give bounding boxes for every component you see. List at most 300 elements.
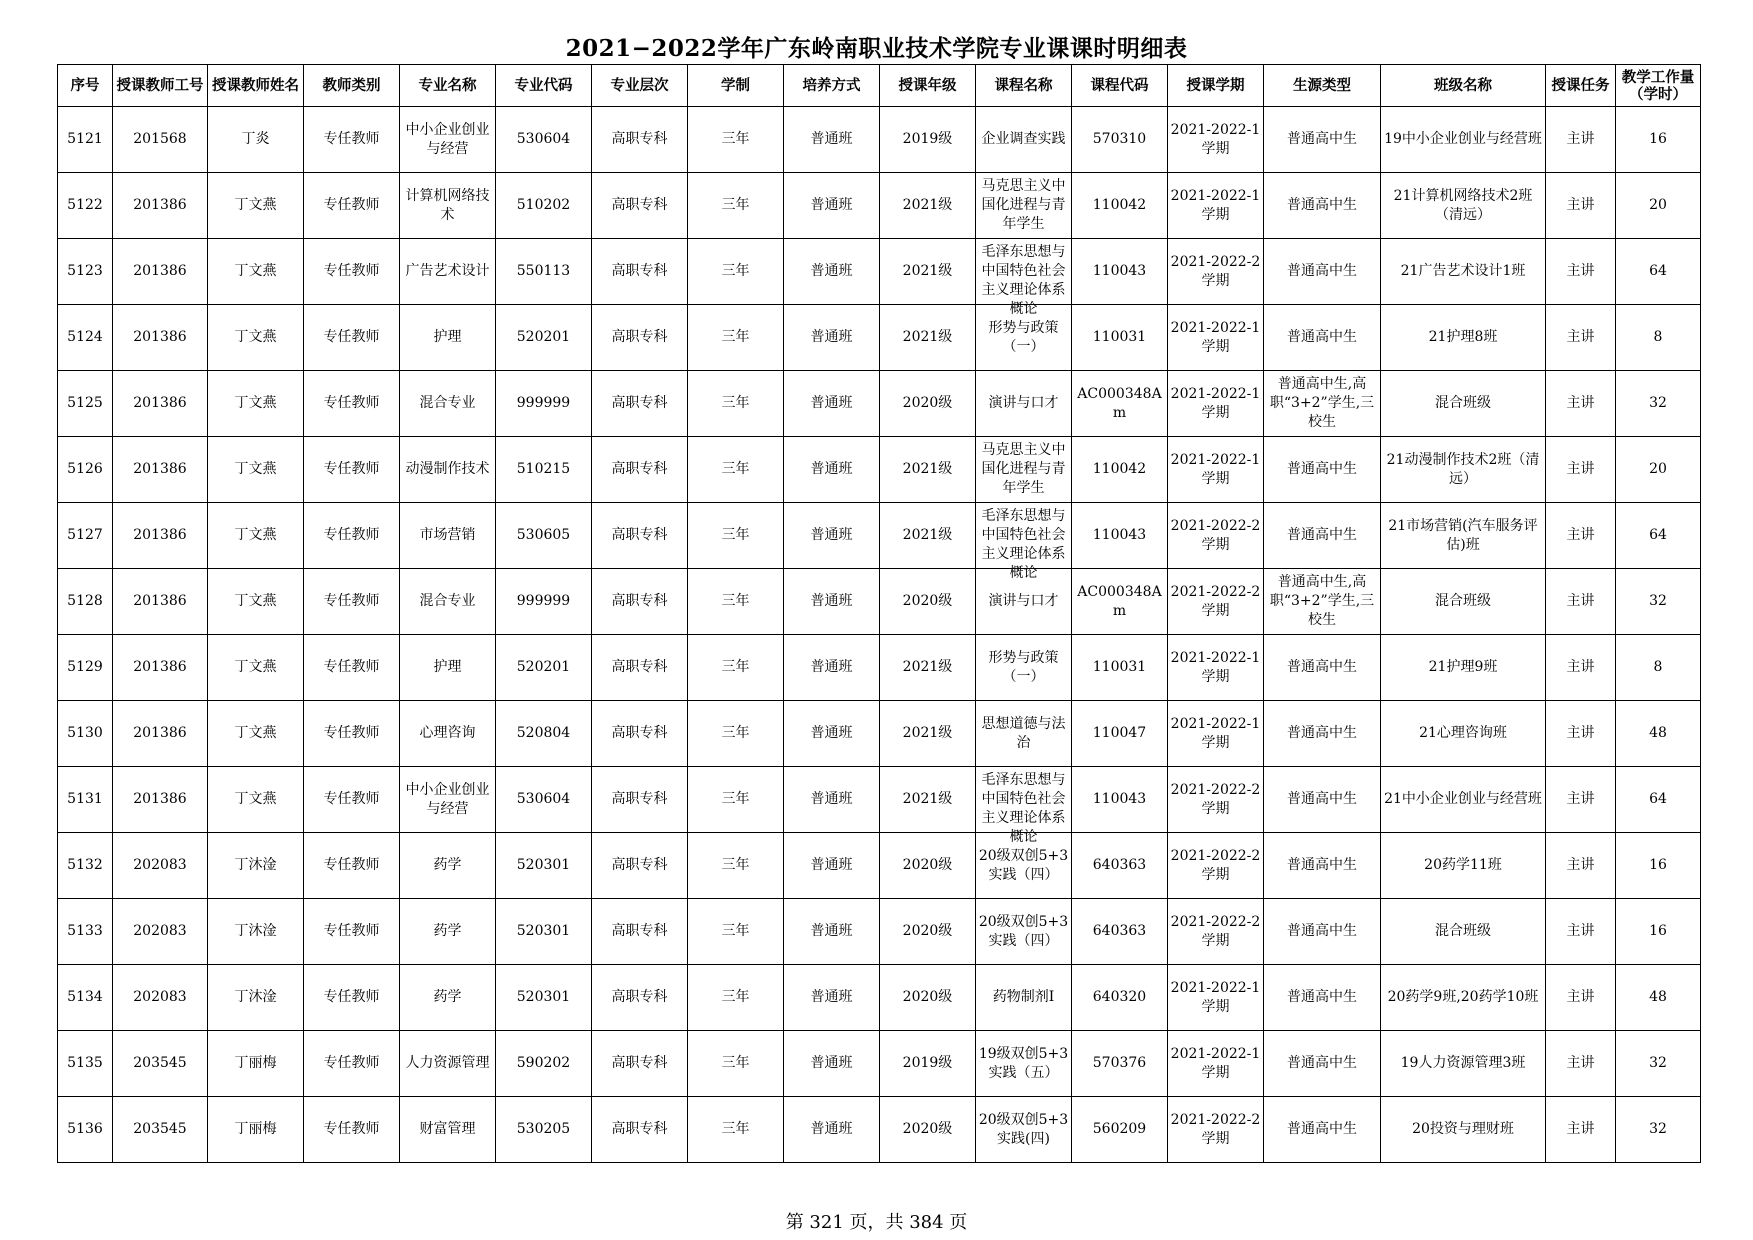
cell-text: 高职专科	[611, 1055, 668, 1071]
table-cell	[688, 569, 784, 635]
table-cell	[880, 701, 976, 767]
cell-text: 520301	[516, 989, 571, 1005]
table-row	[58, 503, 1701, 569]
table-cell	[496, 107, 592, 173]
table-cell	[688, 701, 784, 767]
table-cell	[113, 305, 208, 371]
cell-text: 64	[1649, 527, 1667, 543]
table-cell	[400, 833, 496, 899]
table-cell	[1072, 767, 1168, 833]
table-cell	[58, 635, 113, 701]
table-cell	[592, 833, 688, 899]
cell-text: 主讲	[1566, 329, 1595, 345]
cell-text: 高职专科	[611, 263, 668, 279]
table-cell	[58, 371, 113, 437]
table-cell	[592, 239, 688, 305]
cell-text: 形势与政策（一）	[988, 319, 1059, 355]
cell-text: 丁文燕	[234, 395, 277, 411]
cell-text: 普通高中生	[1287, 989, 1357, 1005]
table-cell	[304, 173, 400, 239]
table-cell	[208, 371, 304, 437]
table-cell	[1072, 635, 1168, 701]
table-cell	[1546, 1031, 1616, 1097]
cell-text: 丁丽梅	[234, 1055, 277, 1071]
cell-text: 丁沐淦	[234, 989, 277, 1005]
table-row	[58, 107, 1701, 173]
cell-text: 48	[1649, 989, 1667, 1005]
table-cell	[880, 173, 976, 239]
table-row	[58, 173, 1701, 239]
table-cell	[880, 1097, 976, 1163]
table-cell	[113, 965, 208, 1031]
column-header: 授课学期	[1168, 65, 1264, 107]
cell-text: 201386	[133, 263, 187, 279]
table-cell	[1264, 107, 1381, 173]
table-cell	[688, 107, 784, 173]
table-cell	[1616, 899, 1701, 965]
table-cell	[1168, 107, 1264, 173]
column-header: 序号	[58, 65, 113, 107]
table-row	[58, 635, 1701, 701]
cell-text: 专任教师	[323, 593, 380, 609]
cell-text: 药学	[433, 923, 462, 939]
table-cell	[400, 701, 496, 767]
cell-text: 5136	[67, 1121, 103, 1137]
cell-text: 21广告艺术设计1班	[1400, 263, 1526, 279]
cell-text: 丁文燕	[234, 659, 277, 675]
table-cell	[976, 767, 1072, 845]
cell-text: 21护理9班	[1428, 659, 1498, 675]
table-cell	[784, 833, 880, 899]
table-cell	[784, 305, 880, 371]
table-cell	[1546, 305, 1616, 371]
cell-text: 丁文燕	[234, 461, 277, 477]
table-cell	[58, 1097, 113, 1163]
table-cell	[208, 107, 304, 173]
table-cell	[688, 767, 784, 833]
cell-text: 2021级	[902, 527, 953, 543]
table-cell	[688, 965, 784, 1031]
cell-text: 专任教师	[323, 923, 380, 939]
cell-text: 110043	[1092, 263, 1147, 279]
table-cell	[58, 899, 113, 965]
table-cell	[1264, 173, 1381, 239]
cell-text: 64	[1649, 263, 1667, 279]
cell-text: 201386	[133, 197, 187, 213]
table-cell	[1264, 437, 1381, 503]
table-cell	[688, 1097, 784, 1163]
cell-text: 201386	[133, 461, 187, 477]
table-cell	[304, 701, 400, 767]
cell-text: 三年	[721, 1121, 750, 1137]
table-cell	[880, 239, 976, 305]
cell-text: 普通班	[810, 461, 853, 477]
table-cell	[496, 239, 592, 305]
table-cell	[1072, 305, 1168, 371]
cell-text: 16	[1649, 131, 1667, 147]
table-cell	[496, 305, 592, 371]
cell-text: 三年	[721, 659, 750, 675]
table-cell	[784, 635, 880, 701]
table-cell	[58, 437, 113, 503]
table-cell	[688, 371, 784, 437]
table-cell	[1381, 569, 1546, 635]
table-cell	[880, 503, 976, 569]
table-cell	[1168, 1097, 1264, 1163]
table-cell	[1616, 767, 1701, 833]
cell-text: 专任教师	[323, 989, 380, 1005]
table-cell	[1381, 767, 1546, 833]
cell-text: 110043	[1092, 791, 1147, 807]
table-cell	[496, 1031, 592, 1097]
table-cell	[58, 305, 113, 371]
cell-text: 主讲	[1566, 395, 1595, 411]
column-header: 专业层次	[592, 65, 688, 107]
table-cell	[400, 635, 496, 701]
cell-text: 动漫制作技术	[405, 461, 490, 477]
table-cell	[208, 503, 304, 569]
table-cell	[208, 1097, 304, 1163]
cell-text: 110042	[1092, 461, 1147, 477]
table-cell	[1381, 1097, 1546, 1163]
table-cell	[58, 965, 113, 1031]
table-cell	[496, 437, 592, 503]
table-cell	[976, 173, 1072, 239]
cell-text: AC000348Am	[1077, 583, 1162, 619]
table-cell	[1616, 701, 1701, 767]
cell-text: 普通高中生	[1287, 197, 1357, 213]
table-cell	[400, 1031, 496, 1097]
cell-text: 5134	[67, 989, 103, 1005]
column-header: 教师类别	[304, 65, 400, 107]
table-cell	[1264, 1097, 1381, 1163]
table-cell	[58, 107, 113, 173]
cell-text: 混合专业	[419, 395, 476, 411]
table-cell	[592, 899, 688, 965]
cell-text: 丁文燕	[234, 263, 277, 279]
cell-text: 高职专科	[611, 989, 668, 1005]
cell-text: 2019级	[902, 131, 953, 147]
table-cell	[1616, 635, 1701, 701]
cell-text: 5127	[67, 527, 103, 543]
table-cell	[784, 569, 880, 635]
cell-text: 高职专科	[611, 725, 668, 741]
column-header: 培养方式	[784, 65, 880, 107]
table-cell	[1168, 833, 1264, 899]
table-cell	[1264, 965, 1381, 1031]
table-row	[58, 437, 1701, 503]
table-cell	[1264, 569, 1381, 635]
cell-text: 普通班	[810, 197, 853, 213]
cell-text: 思想道德与法治	[981, 715, 1066, 751]
table-cell	[784, 1097, 880, 1163]
cell-text: 广告艺术设计	[405, 263, 490, 279]
table-cell	[1546, 965, 1616, 1031]
table-row	[58, 239, 1701, 305]
cell-text: 三年	[721, 527, 750, 543]
column-header: 专业代码	[496, 65, 592, 107]
table-cell	[592, 1097, 688, 1163]
table-cell	[976, 239, 1072, 317]
cell-text: 普通高中生	[1287, 1055, 1357, 1071]
cell-text: 高职专科	[611, 857, 668, 873]
cell-text: 19中小企业创业与经营班	[1384, 131, 1542, 147]
table-cell	[1546, 635, 1616, 701]
cell-text: 5121	[67, 131, 103, 147]
table-cell	[688, 173, 784, 239]
table-cell	[784, 107, 880, 173]
cell-text: 高职专科	[611, 1121, 668, 1137]
table-cell	[784, 239, 880, 305]
cell-text: 5126	[67, 461, 103, 477]
table-cell	[1072, 899, 1168, 965]
table-cell	[400, 107, 496, 173]
table-cell	[688, 239, 784, 305]
cell-text: 2020级	[902, 1121, 953, 1137]
cell-text: 中小企业创业与经营	[405, 781, 490, 817]
cell-text: 专任教师	[323, 329, 380, 345]
cell-text: 201386	[133, 791, 187, 807]
cell-text: 丁丽梅	[234, 1121, 277, 1137]
table-cell	[784, 1031, 880, 1097]
table-cell	[1168, 965, 1264, 1031]
table-cell	[1546, 701, 1616, 767]
table-cell	[400, 173, 496, 239]
cell-text: 2021-2022-1学期	[1170, 385, 1261, 421]
cell-text: 16	[1649, 857, 1667, 873]
cell-text: 2020级	[902, 989, 953, 1005]
cell-text: 专任教师	[323, 659, 380, 675]
cell-text: 普通班	[810, 395, 853, 411]
table-cell	[400, 899, 496, 965]
cell-text: 丁文燕	[234, 197, 277, 213]
table-cell	[208, 305, 304, 371]
cell-text: 590202	[516, 1055, 571, 1071]
table-cell	[1616, 1031, 1701, 1097]
cell-text: 主讲	[1566, 131, 1595, 147]
table-cell	[1381, 107, 1546, 173]
table-cell	[304, 965, 400, 1031]
cell-text: 5124	[67, 329, 103, 345]
cell-text: 2021-2022-1学期	[1170, 649, 1261, 685]
table-cell	[113, 371, 208, 437]
cell-text: 20	[1649, 197, 1667, 213]
table-cell	[304, 1097, 400, 1163]
cell-text: 32	[1649, 593, 1667, 609]
table-cell	[880, 899, 976, 965]
table-cell	[496, 371, 592, 437]
table-cell	[1381, 305, 1546, 371]
cell-text: 主讲	[1566, 263, 1595, 279]
cell-text: 520301	[516, 923, 571, 939]
table-cell	[304, 569, 400, 635]
column-header: 专业名称	[400, 65, 496, 107]
cell-text: 丁文燕	[234, 329, 277, 345]
cell-text: 520201	[516, 659, 571, 675]
table-cell	[1264, 701, 1381, 767]
cell-text: 32	[1649, 395, 1667, 411]
table-cell	[784, 899, 880, 965]
table-cell	[1616, 437, 1701, 503]
cell-text: 毛泽东思想与中国特色社会主义理论体系概论	[981, 244, 1066, 317]
cell-text: 640363	[1092, 923, 1147, 939]
cell-text: 21动漫制作技术2班（清远）	[1386, 451, 1540, 487]
table-cell	[1381, 437, 1546, 503]
cell-text: 高职专科	[611, 659, 668, 675]
column-header: 授课年级	[880, 65, 976, 107]
table-cell	[880, 371, 976, 437]
table-cell	[1168, 437, 1264, 503]
cell-text: 混合班级	[1435, 923, 1491, 939]
table-cell	[113, 239, 208, 305]
table-cell	[1381, 371, 1546, 437]
cell-text: 20级双创5+3实践(四)	[978, 1111, 1069, 1147]
table-cell	[58, 503, 113, 569]
table-row	[58, 833, 1701, 899]
table-cell	[113, 569, 208, 635]
table-cell	[880, 107, 976, 173]
cell-text: 主讲	[1566, 527, 1595, 543]
table-cell	[592, 107, 688, 173]
table-cell	[1072, 1097, 1168, 1163]
cell-text: 丁沐淦	[234, 923, 277, 939]
cell-text: 普通班	[810, 263, 853, 279]
table-cell	[976, 437, 1072, 503]
cell-text: 混合班级	[1435, 395, 1491, 411]
table-cell	[1546, 899, 1616, 965]
cell-text: 普通班	[810, 1121, 853, 1137]
cell-text: 普通高中生	[1287, 659, 1357, 675]
cell-text: 高职专科	[611, 791, 668, 807]
cell-text: 520804	[516, 725, 571, 741]
table-cell	[304, 767, 400, 833]
table-cell	[1616, 569, 1701, 635]
table-cell	[208, 635, 304, 701]
cell-text: 2019级	[902, 1055, 953, 1071]
table-cell	[688, 305, 784, 371]
table-cell	[880, 305, 976, 371]
table-cell	[1264, 767, 1381, 833]
table-cell	[496, 1097, 592, 1163]
table-cell	[1168, 371, 1264, 437]
table-cell	[496, 767, 592, 833]
table-cell	[1072, 437, 1168, 503]
cell-text: 20级双创5+3实践（四）	[978, 913, 1069, 949]
cell-text: 16	[1649, 923, 1667, 939]
cell-text: 企业调查实践	[981, 131, 1066, 147]
cell-text: 普通高中生	[1287, 1121, 1357, 1137]
cell-text: 专任教师	[323, 1121, 380, 1137]
cell-text: 三年	[721, 395, 750, 411]
cell-text: 专任教师	[323, 527, 380, 543]
table-cell	[208, 173, 304, 239]
column-header: 课程代码	[1072, 65, 1168, 107]
cell-text: 丁文燕	[234, 593, 277, 609]
cell-text: 2021-2022-1学期	[1170, 979, 1261, 1015]
table-cell	[1168, 899, 1264, 965]
cell-text: 5125	[67, 395, 103, 411]
table-cell	[688, 833, 784, 899]
table-cell	[1546, 1097, 1616, 1163]
cell-text: 20级双创5+3实践（四）	[978, 847, 1069, 883]
table-body	[58, 107, 1701, 1163]
table-row	[58, 965, 1701, 1031]
table-cell	[592, 503, 688, 569]
table-cell	[592, 173, 688, 239]
table-cell	[208, 701, 304, 767]
table-cell	[1168, 173, 1264, 239]
cell-text: 普通高中生	[1287, 329, 1357, 345]
column-header: 授课任务	[1546, 65, 1616, 107]
cell-text: 普通班	[810, 131, 853, 147]
table-cell	[208, 899, 304, 965]
cell-text: 高职专科	[611, 923, 668, 939]
cell-text: 2021-2022-2学期	[1170, 253, 1261, 289]
cell-text: 2021级	[902, 791, 953, 807]
cell-text: 中小企业创业与经营	[405, 121, 490, 157]
table-cell	[592, 635, 688, 701]
table-cell	[208, 767, 304, 833]
table-cell	[1264, 899, 1381, 965]
cell-text: 560209	[1092, 1121, 1147, 1137]
cell-text: 三年	[721, 263, 750, 279]
table-cell	[1264, 635, 1381, 701]
table-cell	[592, 1031, 688, 1097]
table-cell	[976, 1097, 1072, 1163]
table-cell	[1616, 107, 1701, 173]
cell-text: 普通高中生	[1287, 791, 1357, 807]
cell-text: 999999	[516, 395, 571, 411]
cell-text: 普通班	[810, 1055, 853, 1071]
table-cell	[1616, 239, 1701, 305]
cell-text: 520201	[516, 329, 571, 345]
cell-text: 混合班级	[1435, 593, 1491, 609]
table-cell	[58, 239, 113, 305]
table-cell	[304, 503, 400, 569]
cell-text: 510215	[516, 461, 571, 477]
table-cell	[976, 635, 1072, 701]
cell-text: 马克思主义中国化进程与青年学生	[981, 442, 1066, 496]
cell-text: 20投资与理财班	[1412, 1121, 1514, 1137]
cell-text: 570310	[1092, 131, 1147, 147]
cell-text: 20药学11班	[1424, 857, 1502, 873]
cell-text: 心理咨询	[419, 725, 476, 741]
table-cell	[113, 833, 208, 899]
table-cell	[304, 107, 400, 173]
cell-text: 三年	[721, 923, 750, 939]
cell-text: 专任教师	[323, 461, 380, 477]
cell-text: 2021-2022-2学期	[1170, 913, 1261, 949]
cell-text: 普通班	[810, 923, 853, 939]
cell-text: 护理	[433, 659, 462, 675]
table-cell	[208, 437, 304, 503]
cell-text: 19人力资源管理3班	[1400, 1055, 1526, 1071]
cell-text: 普通高中生	[1287, 857, 1357, 873]
cell-text: 普通班	[810, 725, 853, 741]
cell-text: 高职专科	[611, 527, 668, 543]
table-cell	[400, 437, 496, 503]
table-cell	[880, 767, 976, 833]
table-cell	[496, 965, 592, 1031]
cell-text: 主讲	[1566, 593, 1595, 609]
cell-text: 202083	[133, 923, 187, 939]
table-cell	[113, 767, 208, 833]
table-cell	[976, 371, 1072, 437]
cell-text: 5128	[67, 593, 103, 609]
column-header: 生源类型	[1264, 65, 1381, 107]
table-cell	[688, 899, 784, 965]
table-cell	[400, 569, 496, 635]
